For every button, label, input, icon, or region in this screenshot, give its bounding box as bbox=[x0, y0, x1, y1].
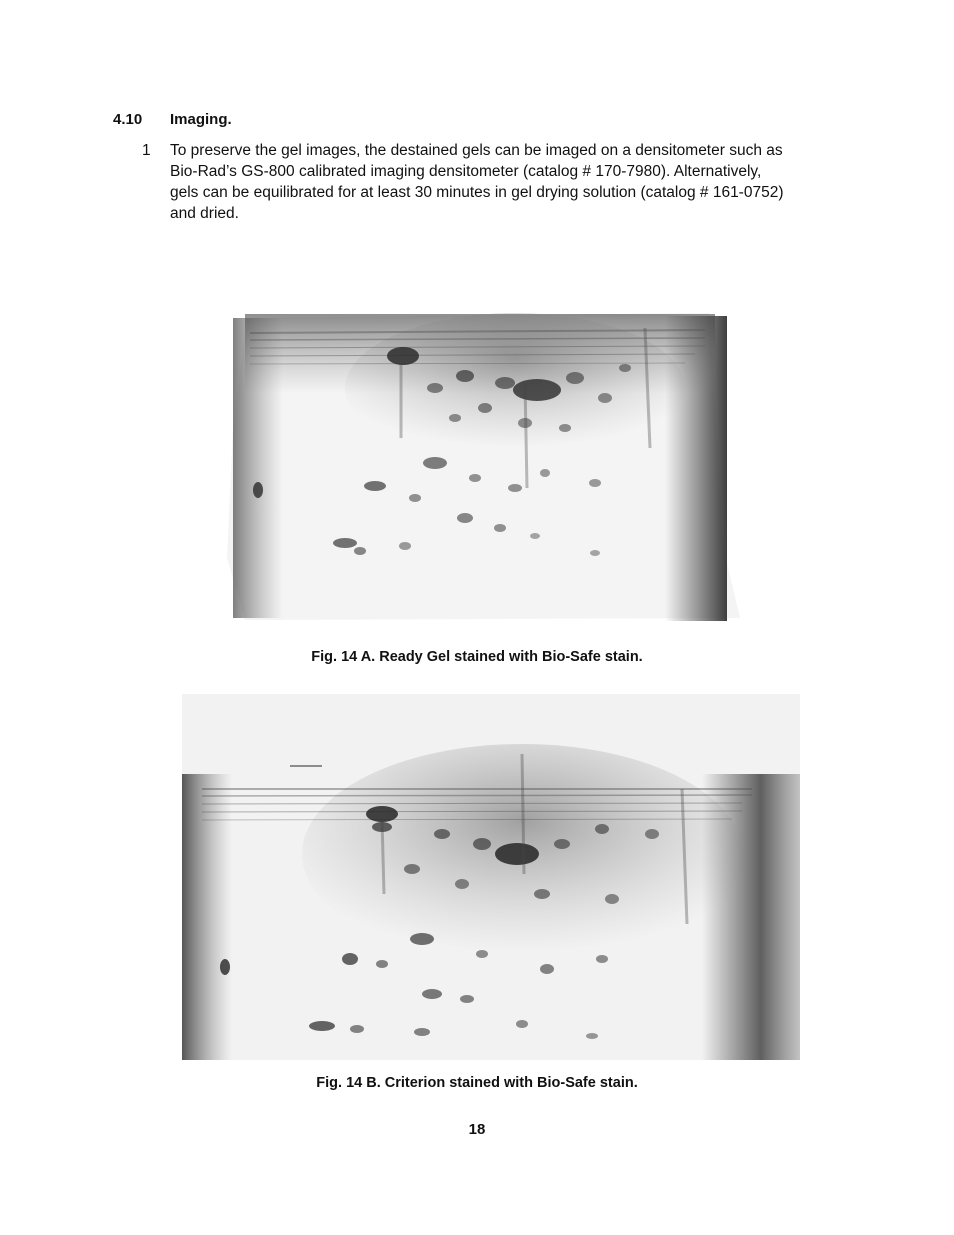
figure-caption-14b: Fig. 14 B. Criterion stained with Bio-Safe stain. bbox=[316, 1075, 638, 1091]
step-line: To preserve the gel images, the destained gels can be imaged on a densitometer such as bbox=[170, 142, 783, 159]
figure-caption-14a: Fig. 14 A. Ready Gel stained with Bio-Safe stain. bbox=[311, 649, 643, 665]
section-heading bbox=[113, 111, 232, 129]
step-number: 1 bbox=[142, 142, 151, 159]
section-number: 4.10 bbox=[113, 111, 143, 128]
step-paragraph bbox=[170, 140, 840, 224]
step-line: and dried. bbox=[170, 205, 239, 222]
section-title: Imaging. bbox=[170, 111, 232, 128]
page-number: 18 bbox=[468, 1121, 486, 1138]
gel-image-ready-gel bbox=[225, 288, 745, 633]
step-line: gels can be equilibrated for at least 30 minutes in gel drying solution (catalog # 161-0752) bbox=[170, 184, 784, 201]
gel-left-edge bbox=[182, 774, 232, 1060]
step-line: Bio-Rad’s GS-800 calibrated imaging densitometer (catalog # 170-7980). Alternatively, bbox=[170, 163, 762, 180]
gel-image-criterion bbox=[182, 694, 800, 1060]
